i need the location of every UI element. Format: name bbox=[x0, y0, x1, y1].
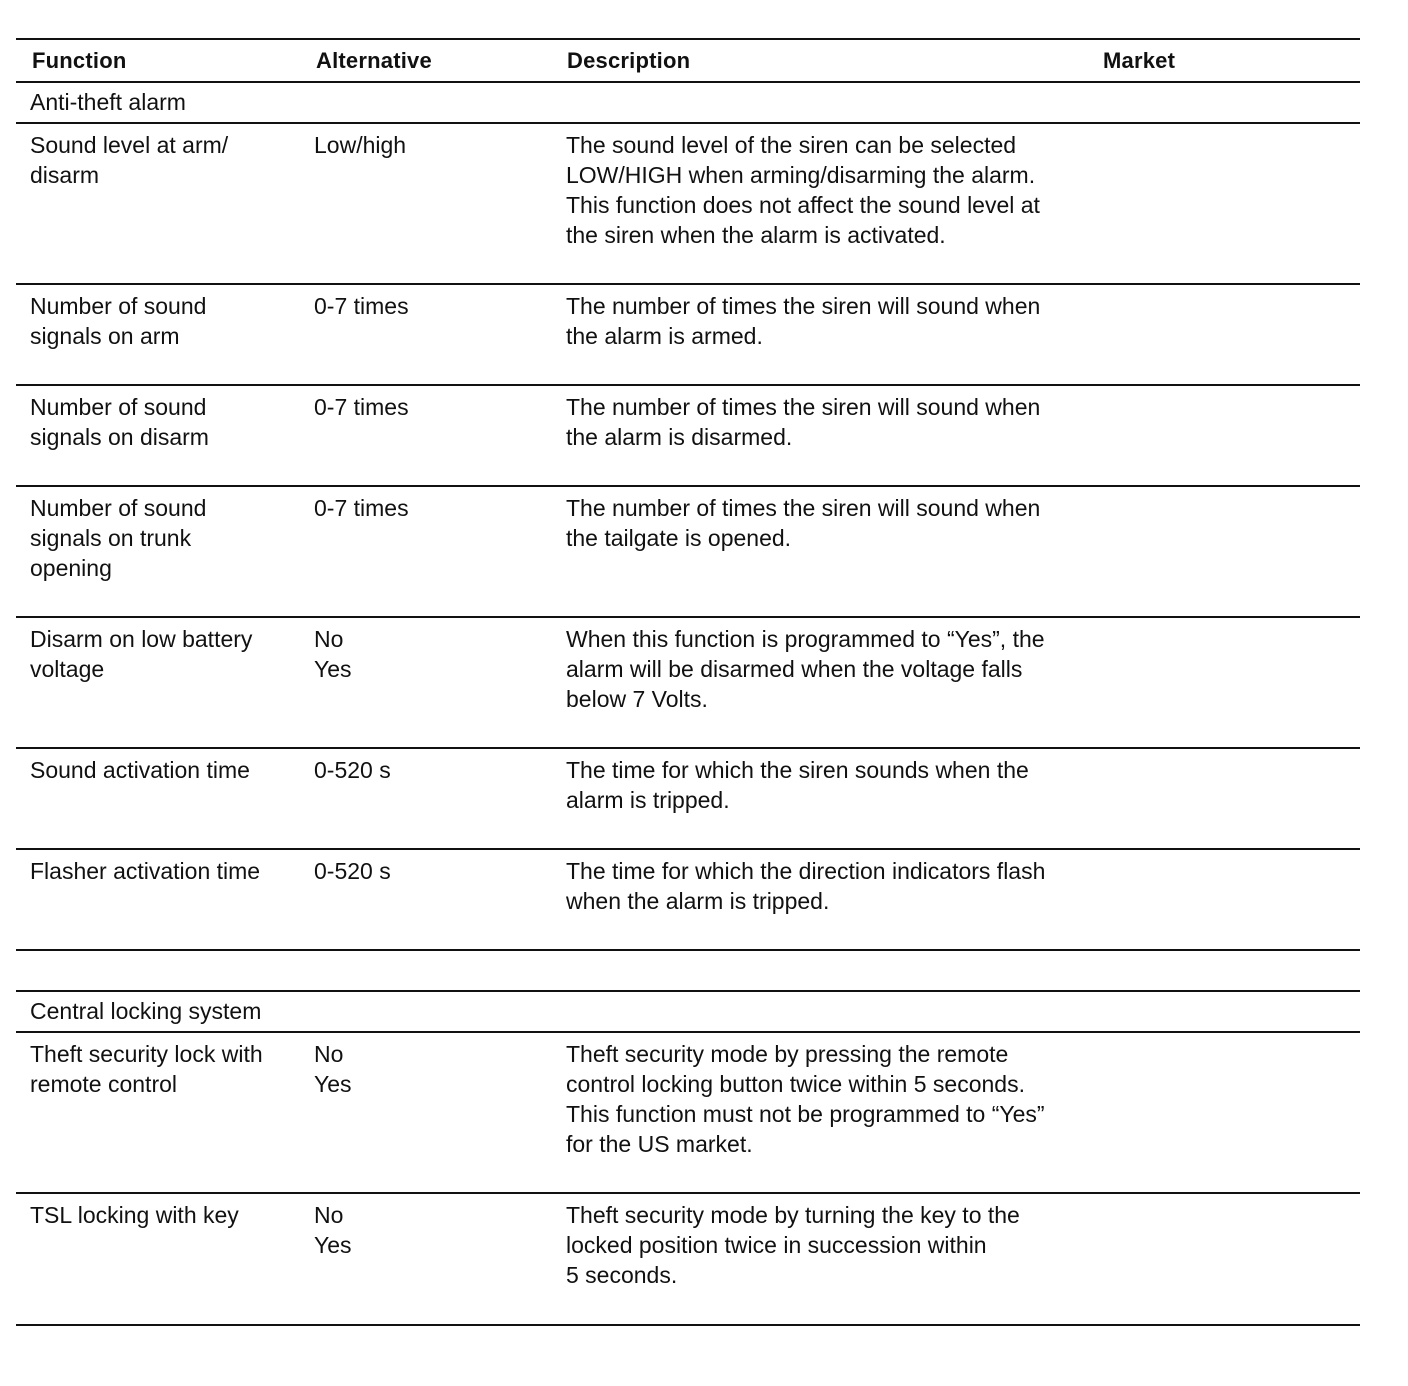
cell-function bbox=[30, 1200, 300, 1230]
cell-alternative bbox=[314, 291, 544, 321]
cell-text: Theft security lock with bbox=[30, 1041, 263, 1067]
table-row bbox=[16, 487, 1360, 616]
cell-description bbox=[566, 130, 1096, 250]
cell-alternative bbox=[314, 130, 544, 160]
cell-text: The time for which the siren sounds when the bbox=[566, 757, 1029, 783]
cell-function bbox=[30, 624, 300, 684]
cell-text: Low/high bbox=[314, 132, 407, 158]
cell-text: signals on disarm bbox=[30, 424, 209, 450]
cell-description bbox=[566, 1039, 1096, 1159]
cell-text: Number of sound bbox=[30, 394, 207, 420]
cell-text: Flasher activation time bbox=[30, 858, 261, 884]
cell-text: Sound level at arm/ bbox=[30, 132, 229, 158]
cell-function bbox=[30, 493, 300, 583]
cell-text: Sound activation time bbox=[30, 757, 250, 783]
cell-description bbox=[566, 493, 1096, 553]
cell-text: This function does not affect the sound level at bbox=[566, 192, 1040, 218]
cell-text: when the alarm is tripped. bbox=[566, 888, 830, 914]
cell-text: signals on arm bbox=[30, 323, 180, 349]
header-description: Description bbox=[567, 48, 691, 73]
table-row bbox=[16, 1194, 1360, 1324]
section-title: Anti-theft alarm bbox=[30, 89, 186, 115]
cell-text: The number of times the siren will sound when bbox=[566, 293, 1041, 319]
cell-alternative bbox=[314, 856, 544, 886]
cell-description bbox=[566, 1200, 1096, 1290]
cell-text: The number of times the siren will sound when bbox=[566, 394, 1041, 420]
cell-text: 0-520 s bbox=[314, 757, 391, 783]
cell-text: Number of sound bbox=[30, 495, 207, 521]
cell-text: When this function is programmed to “Yes”, the bbox=[566, 626, 1045, 652]
cell-alternative bbox=[314, 493, 544, 523]
header-alternative: Alternative bbox=[316, 48, 432, 73]
cell-alternative bbox=[314, 755, 544, 785]
table-header bbox=[16, 40, 1360, 81]
cell-alternative bbox=[314, 624, 544, 684]
table-row bbox=[16, 124, 1360, 283]
section-gap bbox=[16, 951, 1360, 990]
cell-text: remote control bbox=[30, 1071, 178, 1097]
cell-text: the alarm is armed. bbox=[566, 323, 763, 349]
cell-text: No bbox=[314, 626, 344, 652]
cell-function bbox=[30, 130, 300, 190]
section-title: Central locking system bbox=[30, 998, 262, 1024]
cell-description bbox=[566, 624, 1096, 714]
cell-function bbox=[30, 392, 300, 452]
cell-text: Theft security mode by pressing the remote bbox=[566, 1041, 1009, 1067]
cell-text: Disarm on low battery bbox=[30, 626, 253, 652]
cell-text: opening bbox=[30, 555, 112, 581]
cell-text: alarm will be disarmed when the voltage falls bbox=[566, 656, 1023, 682]
cell-text: Theft security mode by turning the key to the bbox=[566, 1202, 1020, 1228]
cell-text: for the US market. bbox=[566, 1131, 753, 1157]
cell-description bbox=[566, 392, 1096, 452]
cell-text: alarm is tripped. bbox=[566, 787, 730, 813]
cell-function bbox=[30, 291, 300, 351]
cell-text: control locking button twice within 5 seconds. bbox=[566, 1071, 1025, 1097]
header-function: Function bbox=[32, 48, 127, 73]
cell-function bbox=[30, 755, 300, 785]
cell-text: The sound level of the siren can be selected bbox=[566, 132, 1017, 158]
function-table bbox=[16, 38, 1360, 1326]
cell-text: Yes bbox=[314, 1071, 352, 1097]
cell-description bbox=[566, 291, 1096, 351]
cell-alternative bbox=[314, 1039, 544, 1099]
table-row bbox=[16, 749, 1360, 848]
cell-text: 0-7 times bbox=[314, 495, 409, 521]
cell-text: TSL locking with key bbox=[30, 1202, 239, 1228]
table-row bbox=[16, 618, 1360, 747]
cell-function bbox=[30, 1039, 300, 1099]
cell-description bbox=[566, 755, 1096, 815]
section-title-row bbox=[16, 83, 1360, 122]
cell-text: 0-7 times bbox=[314, 293, 409, 319]
cell-text: 0-7 times bbox=[314, 394, 409, 420]
table-bottom-rule bbox=[16, 1324, 1360, 1326]
header-market: Market bbox=[1103, 48, 1176, 73]
table-row bbox=[16, 386, 1360, 485]
cell-text: voltage bbox=[30, 656, 105, 682]
table-row bbox=[16, 285, 1360, 384]
cell-text: The time for which the direction indicators flash bbox=[566, 858, 1046, 884]
table-row bbox=[16, 850, 1360, 949]
cell-text: below 7 Volts. bbox=[566, 686, 708, 712]
cell-alternative bbox=[314, 1200, 544, 1260]
cell-description bbox=[566, 856, 1096, 916]
cell-text: This function must not be programmed to “Yes” bbox=[566, 1101, 1045, 1127]
cell-alternative bbox=[314, 392, 544, 422]
cell-text: No bbox=[314, 1041, 344, 1067]
cell-text: Yes bbox=[314, 656, 352, 682]
cell-text: 0-520 s bbox=[314, 858, 391, 884]
section-title-row bbox=[16, 992, 1360, 1031]
cell-text: 5 seconds. bbox=[566, 1262, 678, 1288]
cell-text: The number of times the siren will sound when bbox=[566, 495, 1041, 521]
table-row bbox=[16, 1033, 1360, 1192]
cell-text: LOW/HIGH when arming/disarming the alarm. bbox=[566, 162, 1036, 188]
cell-text: Number of sound bbox=[30, 293, 207, 319]
cell-text: No bbox=[314, 1202, 344, 1228]
cell-text: locked position twice in succession within bbox=[566, 1232, 987, 1258]
cell-text: the tailgate is opened. bbox=[566, 525, 792, 551]
cell-text: signals on trunk bbox=[30, 525, 192, 551]
cell-text: the alarm is disarmed. bbox=[566, 424, 793, 450]
cell-function bbox=[30, 856, 300, 886]
cell-text: Yes bbox=[314, 1232, 352, 1258]
cell-text: the siren when the alarm is activated. bbox=[566, 222, 946, 248]
cell-text: disarm bbox=[30, 162, 100, 188]
